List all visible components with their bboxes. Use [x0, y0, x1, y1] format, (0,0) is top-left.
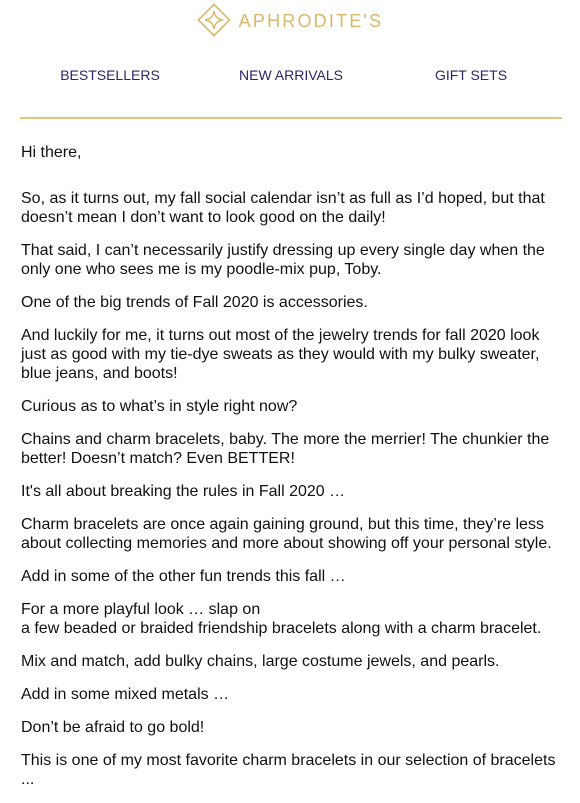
paragraph-breaking-rules: It's all about breaking the rules in Fall 2020 … — [21, 483, 346, 500]
paragraph-jewelry-trends: And luckily for me, it turns out most of the jewelry trends for fall 2020 look just as good with my tie-dye sweats as they would with my bulky sweater, blue jeans, and boots! — [21, 327, 540, 382]
playful-line-2: a few beaded or braided friendship bracelets along with a charm bracelet. — [21, 620, 542, 637]
paragraph-fun-trends: Add in some of the other fun trends this fall … — [21, 568, 346, 585]
paragraph-go-bold: Don’t be afraid to go bold! — [21, 719, 205, 736]
paragraph-curious: Curious as to what’s in style right now? — [21, 398, 298, 415]
nav-link-gift-sets[interactable]: GIFT SETS — [434, 67, 508, 83]
greeting: Hi there, — [21, 144, 82, 161]
paragraph-playful-look — [21, 600, 561, 638]
diamond-sparkle-icon — [197, 3, 231, 37]
paragraph-chains-charms: Chains and charm bracelets, baby. The more the merrier! The chunkier the better! Doesn’t match? Even BETTER! — [21, 431, 550, 467]
paragraph-charm-bracelets: Charm bracelets are once again gaining ground, but this time, they’re less about collecting memories and more about showing off your personal style. — [21, 516, 552, 552]
paragraph-favorite-bracelet: This is one of my most favorite charm bracelets in our selection of bracelets ... — [21, 752, 556, 788]
paragraph-social-calendar: So, as it turns out, my fall social calendar isn’t as full as I’d hoped, but that doesn’t mean I don’t want to look good on the daily! — [21, 190, 545, 226]
email-body — [21, 143, 561, 803]
header-divider — [20, 117, 562, 119]
paragraph-dressing-up: That said, I can’t necessarily justify dressing up every single day when the only one who sees me is my poodle-mix pup, Toby. — [21, 242, 545, 278]
playful-line-1: For a more playful look … slap on — [21, 601, 261, 618]
brand-logo[interactable] — [0, 0, 580, 40]
paragraph-accessories-trend: One of the big trends of Fall 2020 is accessories. — [21, 294, 368, 311]
nav-link-new-arrivals[interactable]: NEW ARRIVALS — [239, 67, 343, 83]
main-nav — [0, 66, 580, 86]
paragraph-mixed-metals: Add in some mixed metals … — [21, 686, 230, 703]
paragraph-mix-match: Mix and match, add bulky chains, large costume jewels, and pearls. — [21, 653, 500, 670]
brand-name: APHRODITE'S — [238, 11, 384, 31]
nav-link-bestsellers[interactable]: BESTSELLERS — [60, 67, 160, 83]
